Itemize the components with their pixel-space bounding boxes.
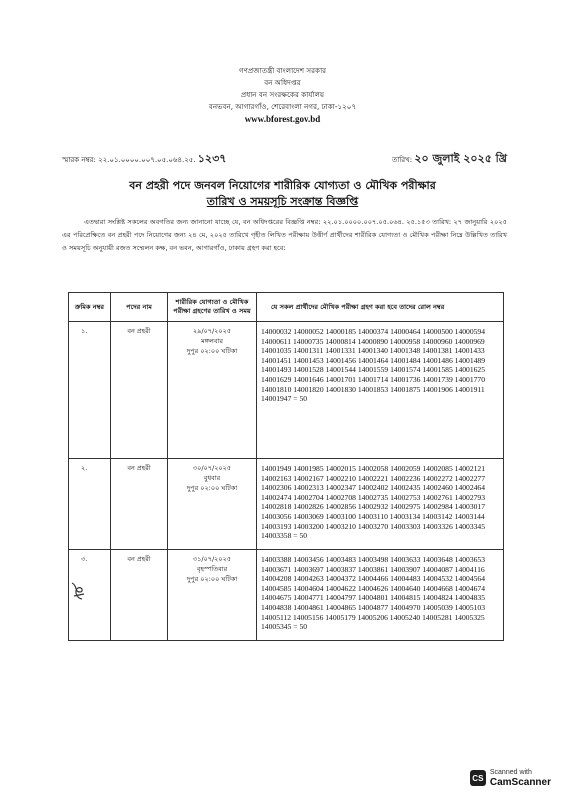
- table-row: [69, 550, 504, 641]
- department-name: বন অধিদপ্তর: [264, 78, 301, 87]
- row-day: বৃহস্পতিবার: [196, 565, 228, 573]
- memo-number: [62, 150, 226, 169]
- memo-date: [392, 150, 507, 169]
- row-time: দুপুর ০২:০০ ঘটিকা: [186, 347, 238, 355]
- roll-line: 14001451 14001453 14001456 14001464 14001484 14001486 14001489: [261, 355, 486, 365]
- roll-line: 14003358 = 50: [261, 531, 308, 541]
- office-address: বনভবন, আগারগাঁও, শেরেবাংলা নগর, ঢাকা-১২০৭: [208, 102, 357, 111]
- table-row: [69, 459, 504, 550]
- row-post: বন প্রহরী: [111, 322, 168, 459]
- row-day: বুধবার: [203, 474, 221, 482]
- website-link[interactable]: www.bforest.gov.bd: [244, 114, 321, 124]
- notice-title: [0, 178, 565, 210]
- table-row: [69, 322, 504, 459]
- row-date-cell: [168, 322, 257, 459]
- roll-line: 14003671 14003697 14003837 14003861 14003907 14004087 14004116: [261, 564, 485, 574]
- roll-line: 14001035 14001311 14001331 14001340 14001348 14001381 14001433: [261, 346, 485, 356]
- row-date: ৩০/০৭/২০২৫: [192, 464, 232, 472]
- header-sl: ক্রমিক নম্বর: [69, 293, 111, 322]
- row-time: দুপুর ০২:০০ ঘটিকা: [186, 575, 238, 583]
- govt-name: গণপ্রজাতন্ত্রী বাংলাদেশ সরকার: [238, 66, 327, 75]
- roll-line: 14003193 14003200 14003210 14003270 14003303 14003326 14003345: [261, 521, 486, 531]
- roll-line: 14005345 = 50: [261, 622, 308, 632]
- memo-date-label: তারিখ:: [392, 156, 413, 164]
- roll-line: 14005112 14005156 14005179 14005206 14005240 14005281 14005325: [261, 612, 485, 622]
- memo-row: [62, 150, 507, 169]
- roll-line: 14004208 14004263 14004372 14004466 14004483 14004532 14004564: [261, 574, 486, 584]
- header-rolls: যে সকল প্রার্থীদের মৌখিক পরীক্ষা গ্রহণ করা হবে তাদের রোল নম্বর: [257, 293, 504, 322]
- roll-line: 14001629 14001646 14001701 14001714 14001736 14001739 14001770: [261, 374, 486, 384]
- row-rolls: [257, 322, 504, 459]
- roll-line: 14003388 14003456 14003483 14003498 14003633 14003648 14003653: [261, 555, 486, 564]
- office-name: প্রধান বন সংরক্ষকের কার্যালয়: [240, 90, 325, 99]
- title-line-1: বন প্রহরী পদে জনবল নিয়োগের শারীরিক যোগ্যতা ও মৌখিক পরীক্ষার: [129, 179, 436, 192]
- watermark-line-1: Scanned with: [489, 769, 532, 776]
- memo-date-handwritten: ২০ জুলাই ২০২৫ খ্রি: [414, 152, 507, 165]
- roll-line: 14001810 14001820 14001830 14001853 14001875 14001906 14001911: [261, 384, 485, 394]
- roll-line: 14004585 14004604 14004622 14004626 14004640 14004668 14004674: [261, 583, 486, 593]
- row-rolls: [257, 550, 504, 641]
- row-date-cell: [168, 459, 257, 550]
- roll-line: 14003056 14003069 14003100 14003110 14003134 14003142 14003144: [261, 511, 485, 521]
- roll-line: 14001947 = 50: [261, 394, 308, 404]
- row-date: ২৯/০৭/২০২৫: [192, 327, 232, 335]
- roll-line: 14000032 14000052 14000185 14000374 14000464 14000500 14000594: [261, 327, 486, 336]
- row-day: মঙ্গলবার: [201, 337, 223, 345]
- roll-line: 14001949 14001985 14002015 14002058 14002059 14002085 14002121: [261, 464, 486, 473]
- row-date-cell: [168, 550, 257, 641]
- row-sl: ৩.: [69, 550, 111, 641]
- roll-line: 14002306 14002313 14002347 14002402 14002435 14002460 14002464: [261, 483, 486, 493]
- schedule-table: [68, 292, 504, 641]
- table-header-row: [69, 293, 504, 322]
- row-sl: ২.: [69, 459, 111, 550]
- notice-body: এতদ্বারা সংশ্লিষ্ট সকলের অবগতির জন্য জানানো যাচ্ছে যে, বন অধিদপ্তরের বিজ্ঞপ্তি নম্বর: ২২.০১.০০০০.০০৭.০৫.০৬৪. ২৫.১৫৩ তারিখ: ২৭ জানুয়ারি ২০২৫ এর পরিপ্রেক্ষিতে বন প্রহরী পদে নিয়োগের জন্য ২৪ মে, ২০২৫ তারিখে গৃহীত লিখিত পরীক্ষায় উত্তীর্ণ প্রার্থীদের শারীরিক যোগ্যতা ও মৌখিক পরীক্ষা নিম্নে উল্লিখিত তারিখ ও সময়সূচি অনুযায়ী রজত সম্মেলন কক্ষ, বন ভবন, আগারগাঁও, ঢাকায় গ্রহণ করা হবে:: [62, 218, 507, 252]
- roll-line: 14002163 14002167 14002210 14002221 14002236 14002272 14002277: [261, 473, 486, 483]
- watermark-line-2: CamScanner: [489, 777, 551, 788]
- camscanner-watermark: [470, 768, 551, 788]
- row-sl: ১.: [69, 322, 111, 459]
- row-rolls: [257, 459, 504, 550]
- roll-line: 14000611 14000735 14000814 14000890 14000958 14000960 14000969: [261, 336, 485, 346]
- roll-line: 14004675 14004771 14004797 14004801 14004815 14004824 14004835: [261, 593, 486, 603]
- roll-line: 14004838 14004861 14004865 14004877 14004970 14005039 14005103: [261, 602, 486, 612]
- title-line-2: তারিখ ও সময়সূচি সংক্রান্ত বিজ্ঞপ্তি: [206, 195, 359, 208]
- roll-line: 14002474 14002704 14002708 14002735 14002753 14002761 14002793: [261, 492, 486, 502]
- initial-signature: [68, 580, 90, 602]
- roll-line: 14002818 14002826 14002856 14002932 14002975 14002984 14003017: [261, 502, 486, 512]
- header-date: শারীরিক যোগ্যতা ও মৌখিক পরীক্ষা গ্রহণের তারিখ ও সময়: [168, 293, 257, 322]
- camscanner-icon: CS: [470, 770, 486, 786]
- header-post: পদের নাম: [111, 293, 168, 322]
- row-date: ৩১/০৭/২০২৫: [192, 555, 232, 563]
- memo-number-handwritten: ১২৩৭: [197, 152, 227, 165]
- roll-line: 14001493 14001528 14001544 14001559 14001574 14001585 14001625: [261, 365, 486, 375]
- memo-number-label: স্মারক নম্বর: ২২.০১.০০০০.০০৭.০৫.০৬৪.২৫.: [62, 156, 196, 164]
- row-post: বন প্রহরী: [111, 550, 168, 641]
- letterhead: [0, 65, 565, 125]
- row-time: দুপুর ০২:০০ ঘটিকা: [186, 484, 238, 492]
- row-post: বন প্রহরী: [111, 459, 168, 550]
